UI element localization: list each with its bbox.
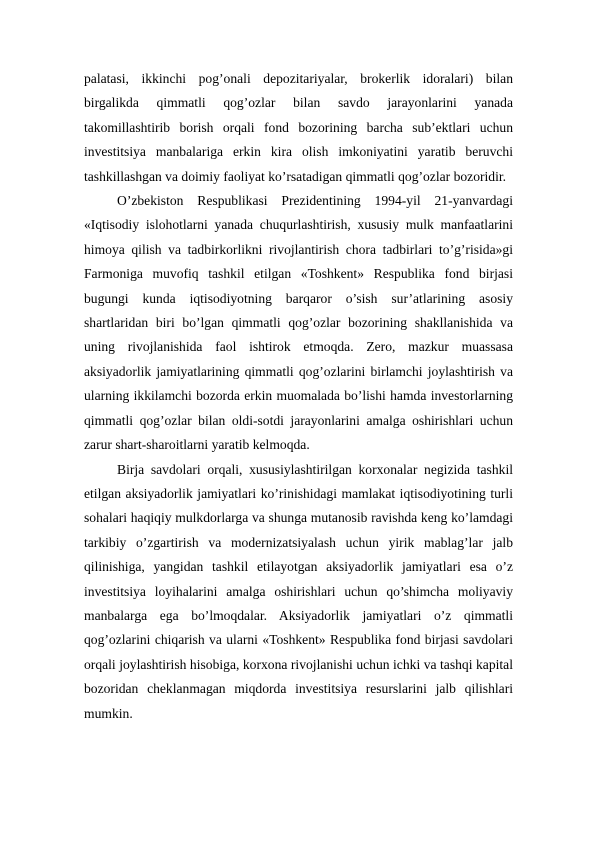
paragraph-continuation: palatasi, ikkinchi pog’onali depozitariyalar, brokerlik idoralari) bilan birgalikda qimmatli qog’ozlar bilan savdo jarayonlarini yanada takomillashtirib borish orqali fond bozorining barcha sub’ektlari uchun investitsiya manbalariga erkin kira olish imkoniyatini yaratib beruvchi tashkillashgan va doimiy faoliyat ko’rsatadigan qimmatli qog’ozlar bozoridir. [84, 71, 513, 184]
paragraph-presidential-decree: O’zbekiston Respublikasi Prezidentining 1994-yil 21-yanvardagi «Iqtisodiy islohotlarni yanada chuqurlashtirish, xususiy mulk manfaatlarini himoya qilish va tadbirkorlikni rivojlantirish chora tadbirlari to’g’risida»gi Farmoniga muvofiq tashkil etilgan «Toshkent» Respublika fond birjasi bugungi kunda iqtisodiyotning barqaror o’sish sur’atlarining asosiy shartlaridan biri bo’lgan qimmatli qog’ozlar bozorining shakllanishida va uning rivojlanishida faol ishtirok etmoqda. Zero, mazkur muassasa aksiyadorlik jamiyatlarining qimmatli qog’ozlarini birlamchi joylashtirish va ularning ikkilamchi bozorda erkin muomalada bo’lishi hamda investorlarning qimmatli qog’ozlar bilan oldi-sotdi jarayonlarini amalga oshirishlari uchun zarur shart-sharoitlarni yaratib kelmoqda. [84, 193, 513, 453]
document-body [84, 67, 513, 726]
paragraph-exchange-trading: Birja savdolari orqali, xususiylashtirilgan korxonalar negizida tashkil etilgan aksiyadorlik jamiyatlari ko’rinishidagi mamlakat iqtisodiyotining turli sohalari haqiqiy mulkdorlarga va shunga mutanosib ravishda keng ko’lamdagi tarkibiy o’zgartirish va modernizatsiyalash uchun yirik mablag’lar jalb qilinishiga, yangidan tashkil etilayotgan aksiyadorlik jamiyatlari esa o’z investitsiya loyihalarini amalga oshirishlari uchun qo’shimcha moliyaviy manbalarga ega bo’lmoqdalar. Aksiyadorlik jamiyatlari o’z qimmatli qog’ozlarini chiqarish va ularni «Toshkent» Respublika fond birjasi savdolari orqali joylashtirish hisobiga, korxona rivojlanishi uchun ichki va tashqi kapital bozoridan cheklanmagan miqdorda investitsiya resurslarini jalb qilishlari mumkin. [84, 461, 513, 721]
